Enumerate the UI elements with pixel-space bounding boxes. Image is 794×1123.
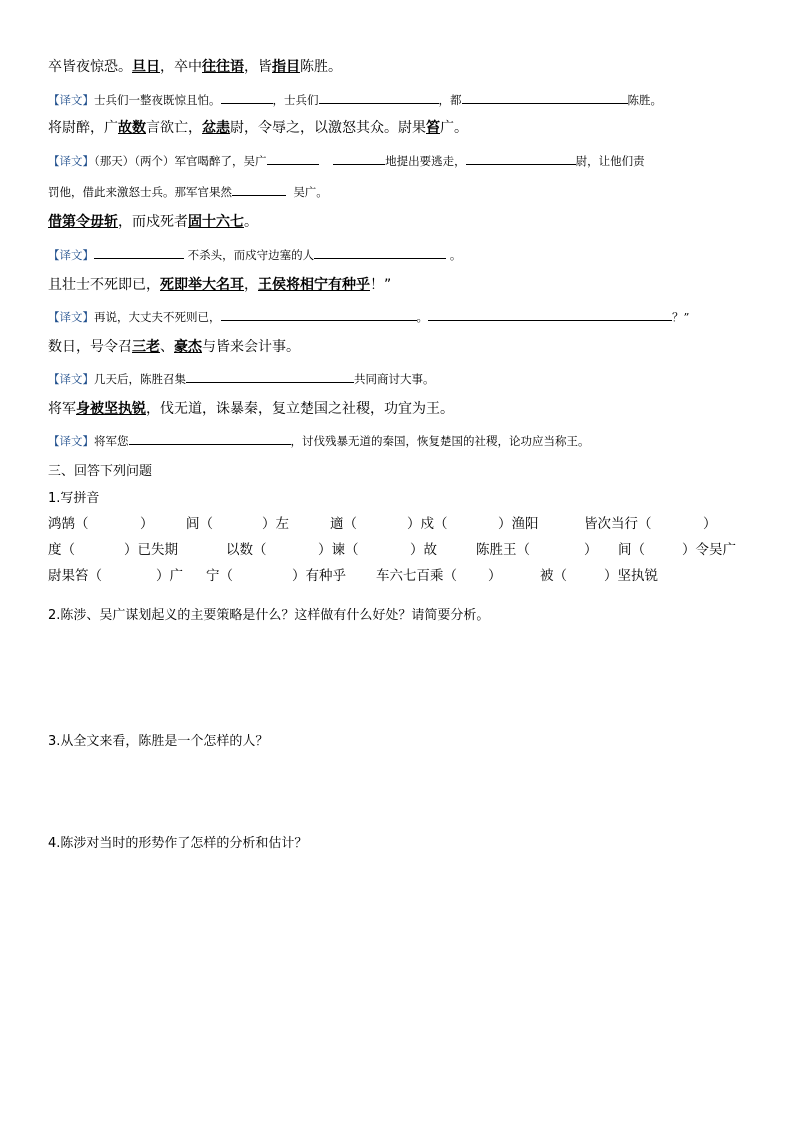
- text: （那天）（两个）军官喝醉了，吴广: [94, 154, 267, 168]
- answer-blank[interactable]: [462, 90, 628, 104]
- translation-2-cont: [48, 182, 328, 200]
- pinyin-item: 被（: [540, 568, 567, 584]
- pinyin-item: ）谏（: [318, 542, 359, 558]
- text: 地提出要逃走，: [385, 154, 466, 168]
- pinyin-item: ）令吴广: [682, 542, 736, 558]
- text: 数日，号令召: [48, 339, 132, 355]
- pinyin-item: 適（: [330, 516, 357, 532]
- text: ，而戍死者: [118, 214, 188, 230]
- pinyin-item: ）故: [410, 542, 437, 558]
- pinyin-item: 闾（: [186, 516, 213, 532]
- text: ，卒中: [160, 59, 202, 75]
- answer-blank[interactable]: [186, 369, 354, 383]
- answer-blank[interactable]: [232, 182, 286, 196]
- answer-blank[interactable]: [221, 307, 417, 321]
- translation-5: [48, 369, 435, 387]
- pinyin-item: 车六七百乘（: [376, 568, 457, 584]
- translation-6: [48, 431, 590, 449]
- text: ？”: [672, 310, 690, 324]
- translation-3: [48, 245, 461, 263]
- translation-4: [48, 307, 689, 325]
- pinyin-item: ）: [703, 516, 717, 532]
- pinyin-item: ）坚执锐: [604, 568, 658, 584]
- translation-tag: 【译文】: [48, 310, 94, 324]
- answer-blank[interactable]: [314, 245, 446, 259]
- pinyin-item: 度（: [48, 542, 75, 558]
- pinyin-item: ）戍（: [407, 516, 448, 532]
- text: ，讨伐残暴无道的秦国，恢复楚国的社稷，论功应当称王。: [290, 434, 590, 448]
- keyword: 笞: [426, 120, 440, 136]
- answer-blank[interactable]: [319, 90, 439, 104]
- text: ，士兵们: [272, 93, 319, 107]
- answer-blank[interactable]: [94, 245, 184, 259]
- source-sentence-1: [48, 56, 342, 76]
- keyword: 指目: [272, 59, 300, 75]
- keyword: 固十六七: [188, 214, 244, 230]
- pinyin-item: ）: [584, 542, 598, 558]
- question-2: 2.陈涉、吴广谋划起义的主要策略是什么？这样做有什么好处？请简要分析。: [48, 608, 490, 623]
- translation-tag: 【译文】: [48, 372, 94, 386]
- pinyin-item: 尉果笞（: [48, 568, 102, 584]
- text: ，皆: [244, 59, 272, 75]
- pinyin-item: 宁（: [206, 568, 233, 584]
- answer-blank[interactable]: [428, 307, 672, 321]
- pinyin-item: 皆次当行（: [584, 516, 652, 532]
- pinyin-item: 以数（: [226, 542, 267, 558]
- keyword: 旦日: [132, 59, 160, 75]
- keyword: 故数: [118, 120, 146, 136]
- translation-tag: 【译文】: [48, 93, 94, 107]
- text: 陈胜。: [627, 93, 662, 107]
- keyword: 往往语: [202, 59, 244, 75]
- answer-blank[interactable]: [267, 151, 319, 165]
- text: 陈胜。: [300, 59, 342, 75]
- text: 将尉醉，广: [48, 120, 118, 136]
- source-sentence-5: [48, 336, 300, 356]
- translation-2: [48, 151, 645, 169]
- text: 。: [244, 214, 258, 230]
- text: 。: [449, 248, 462, 262]
- text: 将军您: [94, 434, 129, 448]
- text: 共同商讨大事。: [354, 372, 435, 386]
- source-sentence-2: [48, 117, 468, 137]
- answer-blank[interactable]: [129, 431, 291, 445]
- text: ，都: [438, 93, 462, 107]
- translation-tag: 【译文】: [48, 434, 94, 448]
- answer-blank[interactable]: [466, 151, 576, 165]
- source-sentence-6: [48, 398, 454, 418]
- pinyin-item: ）有种乎: [292, 568, 346, 584]
- source-sentence-3: [48, 211, 258, 231]
- keyword: 豪杰: [174, 339, 202, 355]
- pinyin-item: 陈胜王（: [476, 542, 530, 558]
- keyword: 身被坚执锐: [76, 401, 146, 417]
- text: 再说，大丈夫不死则已，: [94, 310, 221, 324]
- text: 。: [416, 310, 428, 324]
- section-heading: 三、回答下列问题: [48, 464, 153, 479]
- answer-blank[interactable]: [333, 151, 385, 165]
- keyword: 借第令毋斩: [48, 214, 118, 230]
- question-1: 1.写拼音: [48, 491, 100, 506]
- translation-tag: 【译文】: [48, 154, 94, 168]
- pinyin-item: 鸿鹄（: [48, 516, 89, 532]
- text: 罚他，借此来激怒士兵。那军官果然: [48, 185, 232, 199]
- keyword: 忿恚: [202, 120, 230, 136]
- question-4: 4.陈涉对当时的形势作了怎样的分析和估计？: [48, 836, 308, 851]
- text: 不杀头，而戍守边塞的人: [187, 248, 315, 262]
- text: 且壮士不死即已，: [48, 277, 160, 293]
- text: 卒皆夜惊恐。: [48, 59, 132, 75]
- answer-blank[interactable]: [221, 90, 273, 104]
- pinyin-item: ）左: [262, 516, 289, 532]
- question-3: 3.从全文来看，陈胜是一个怎样的人？: [48, 734, 269, 749]
- text: 几天后，陈胜召集: [94, 372, 186, 386]
- text: 吴广。: [293, 185, 328, 199]
- pinyin-item: ）: [488, 568, 502, 584]
- keyword: 三老: [132, 339, 160, 355]
- text: ，: [244, 277, 258, 293]
- pinyin-item: ）广: [156, 568, 183, 584]
- text: 士兵们一整夜既惊且怕。: [94, 93, 221, 107]
- pinyin-item: ）渔阳: [498, 516, 539, 532]
- text: 尉，让他们责: [575, 154, 645, 168]
- keyword: 王侯将相宁有种乎: [258, 277, 370, 293]
- text: 将军: [48, 401, 76, 417]
- source-sentence-4: [48, 274, 391, 294]
- pinyin-item: ）已失期: [124, 542, 178, 558]
- text: ，伐无道，诛暴秦，复立楚国之社稷，功宜为王。: [146, 401, 454, 417]
- keyword: 死即举大名耳: [160, 277, 244, 293]
- text: 言欲亡，: [146, 120, 202, 136]
- text: 尉，令辱之，以激怒其众。尉果: [230, 120, 426, 136]
- translation-1: [48, 90, 662, 108]
- pinyin-item: ）: [140, 516, 154, 532]
- pinyin-item: 间（: [618, 542, 645, 558]
- text: 、: [160, 339, 174, 355]
- translation-tag: 【译文】: [48, 248, 94, 262]
- text: 与皆来会计事。: [202, 339, 300, 355]
- text: 广。: [440, 120, 468, 136]
- text: ！”: [370, 277, 392, 293]
